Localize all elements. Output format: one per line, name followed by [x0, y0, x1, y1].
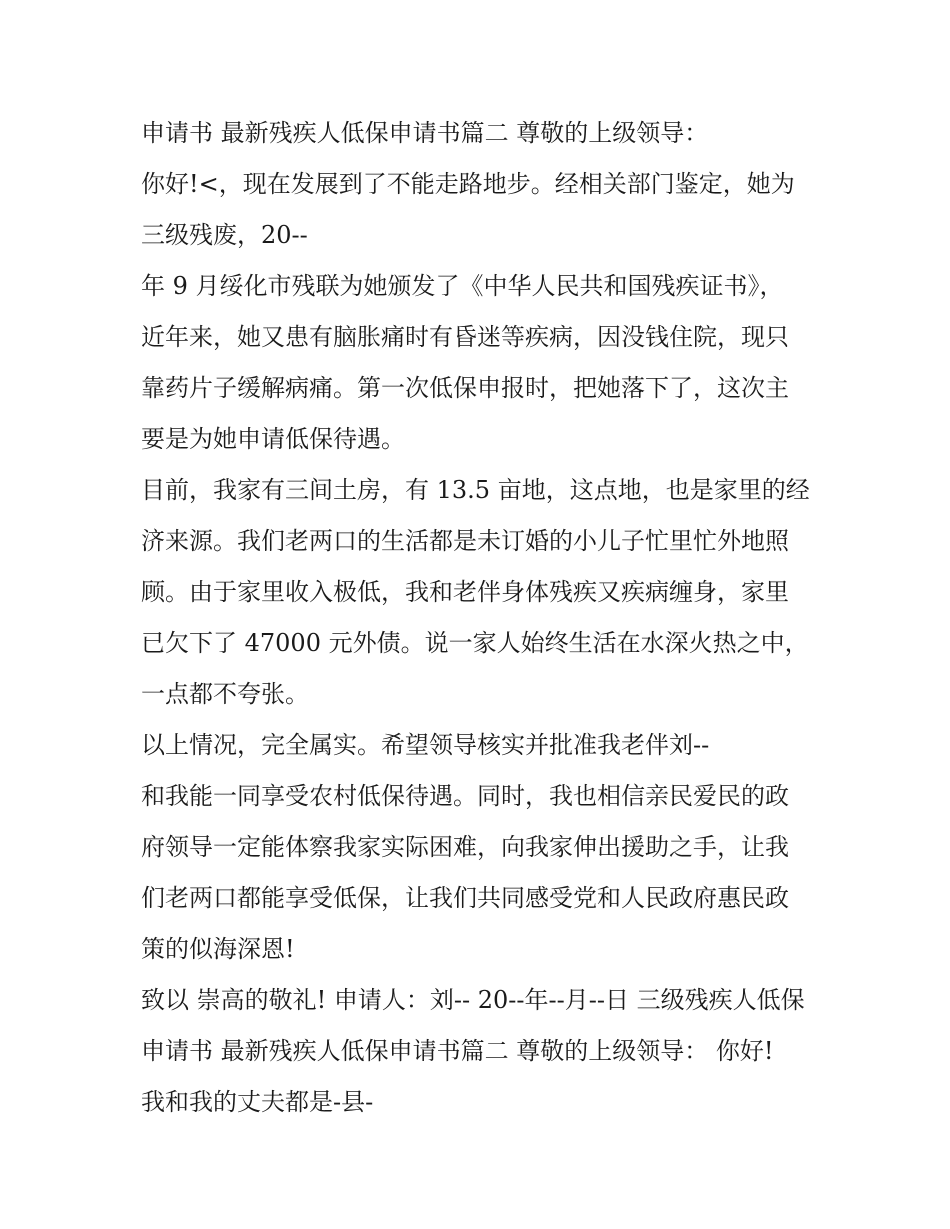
text-line: 致以 崇高的敬礼! 申请人：刘-- 20--年--月--日 三级残疾人低保: [141, 986, 805, 1014]
text-line: 我和我的丈夫都是-县-: [141, 1088, 374, 1116]
text-line: 府领导一定能体察我家实际困难，向我家伸出援助之手，让我: [141, 833, 789, 861]
text-line: 目前，我家有三间土房，有 13.5 亩地，这点地，也是家里的经: [141, 476, 810, 504]
text-line: 济来源。我们老两口的生活都是未订婚的小儿子忙里忙外地照: [141, 527, 789, 555]
document-body: [141, 108, 821, 1128]
text-line: 和我能一同享受农村低保待遇。同时，我也相信亲民爱民的政: [141, 782, 789, 810]
text-line: 申请书 最新残疾人低保申请书篇二 尊敬的上级领导：: [141, 119, 709, 147]
text-line: 顾。由于家里收入极低，我和老伴身体残疾又疾病缠身，家里: [141, 578, 789, 606]
text-line: 策的似海深恩!: [141, 935, 295, 963]
text-line: 三级残废，20--: [141, 221, 308, 249]
text-line: 以上情况，完全属实。希望领导核实并批准我老伴刘--: [141, 731, 710, 759]
text-line: 要是为她申请低保待遇。: [141, 425, 405, 453]
text-line: 已欠下了 47000 元外债。说一家人始终生活在水深火热之中，: [141, 629, 809, 657]
text-line: 一点都不夸张。: [141, 680, 309, 708]
text-line: 们老两口都能享受低保，让我们共同感受党和人民政府惠民政: [141, 884, 789, 912]
text-line: 近年来，她又患有脑胀痛时有昏迷等疾病，因没钱住院，现只: [141, 323, 789, 351]
text-line: 你好!<，现在发展到了不能走路地步。经相关部门鉴定，她为: [141, 170, 795, 198]
text-line: 靠药片子缓解病痛。第一次低保申报时，把她落下了，这次主: [141, 374, 789, 402]
text-line: 年 9 月绥化市残联为她颁发了《中华人民共和国残疾证书》，: [141, 272, 784, 300]
text-line: 申请书 最新残疾人低保申请书篇二 尊敬的上级领导： 你好!: [141, 1037, 774, 1065]
